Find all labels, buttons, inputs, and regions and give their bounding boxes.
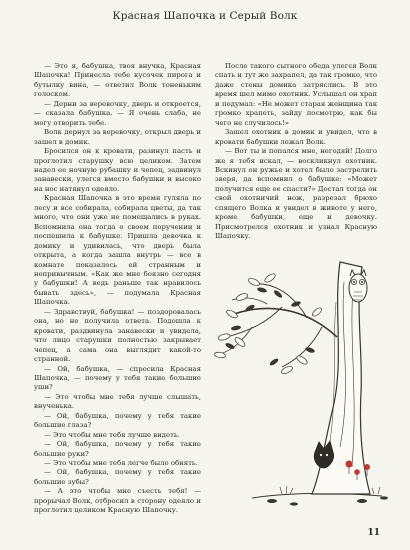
paragraph: Бросился он к кровати, разинул пасть и проглотил старушку всю целиком. Затем надел ее ночную рубашку и чепец, задвинул занавески, улегся вместо бабушки и высоко на нос натянул одеяло. <box>34 147 201 193</box>
paragraph: — Вот ты и попался мне, негодяй! Долго же я тебя искал, — воскликнул охотник. Вскинул он ружье и хотел было застрелить зверя, да вспомнил о бабушке: «Может получится еще ее спасти?» Достал тогда он свой охотничий нож, разрезал брюхо спящего Волка и увидел в животе у него, кроме бабушки, еще и девочку. Присмотрелся охотник и узнал Красную Шапочку. <box>215 147 377 241</box>
paragraph: — Дерни за веревочку, дверь и откроется, — сказала бабушка. — Я очень слаба, не могу отворить тебе. <box>34 99 201 127</box>
wolf-figure <box>314 441 333 468</box>
paragraph: Волк дернул за веревочку, открыл дверь и зашел в домик. <box>34 128 201 146</box>
paragraph: — Это чтобы мне тебя лучше видеть. <box>44 430 180 439</box>
right-text-column <box>215 62 377 242</box>
paragraph: — Ой, бабушка, почему у тебя такие большие руки? <box>34 440 201 458</box>
paragraph: Зашел охотник в домик и увидел, что в кровати бабушки лежал Волк. <box>215 128 377 146</box>
paragraph: — Здравствуй, бабушка! — поздоровалась она, но не получила ответа. Подошла к кровати, раздвинула занавески и увидела, что лицо старушки полностью закрывает чепец, а сама она выглядит какой-то странной. <box>34 307 201 364</box>
paragraph: — Ой, бабушка, почему у тебя такие большие зубы? <box>34 468 201 486</box>
left-text-column <box>34 62 201 516</box>
paragraph: — Это чтобы мне тебя легче было обнять. <box>44 459 198 468</box>
paragraph: Красная Шапочка в это время гуляла по лесу и все собирала, собирала цветы, да так много, что они уже не помещались в руках. Вспомнила она тогда о своем поручении и поспешила к бабушке. Пришла девочка к домику и удивилась, что дверь была открыта, а когда зашла внутрь — все в комнате показалось ей странным и непривычным. «Как же мне боязно сегодня у бабушки! А ведь раньше так нравилось бывать здесь», — подумала Красная Шапочка. <box>34 194 201 307</box>
page-title: Красная Шапочка и Серый Волк <box>112 10 298 22</box>
paragraph: — Ой, бабушка, почему у тебя такие большие глаза? <box>34 411 201 430</box>
tree-owl-wolf-drawing-icon <box>212 242 402 512</box>
paragraph: — Ой, бабушка, — спросила Красная Шапочка, — почему у тебя такие большие уши? <box>34 364 201 392</box>
paragraph: — А это чтобы мне съесть тебя! — прорычал Волк, отбросил в сторону одеяло и проглотил целиком Красную Шапочку. <box>34 487 201 515</box>
paragraph: — Это чтобы мне тебя лучше слышать, внученька. <box>34 392 201 411</box>
paragraph: — Это я, бабушка, твоя внучка, Красная Шапочка! Принесла тебе кусочек пирога и бутылку вина, — ответил Волк тоненьким голоском. <box>34 62 201 99</box>
page-number: 11 <box>367 528 380 538</box>
paragraph: После такого сытного обеда улегся Волк спать и тут же захрапел, да так громко, что даже стены домика затряслись. В это время шел мимо охотник. Услышал он храп и подумал: «Не может старая женщина так громко храпеть, зайду посмотрю, как бы чего не случилось!» <box>215 62 377 127</box>
